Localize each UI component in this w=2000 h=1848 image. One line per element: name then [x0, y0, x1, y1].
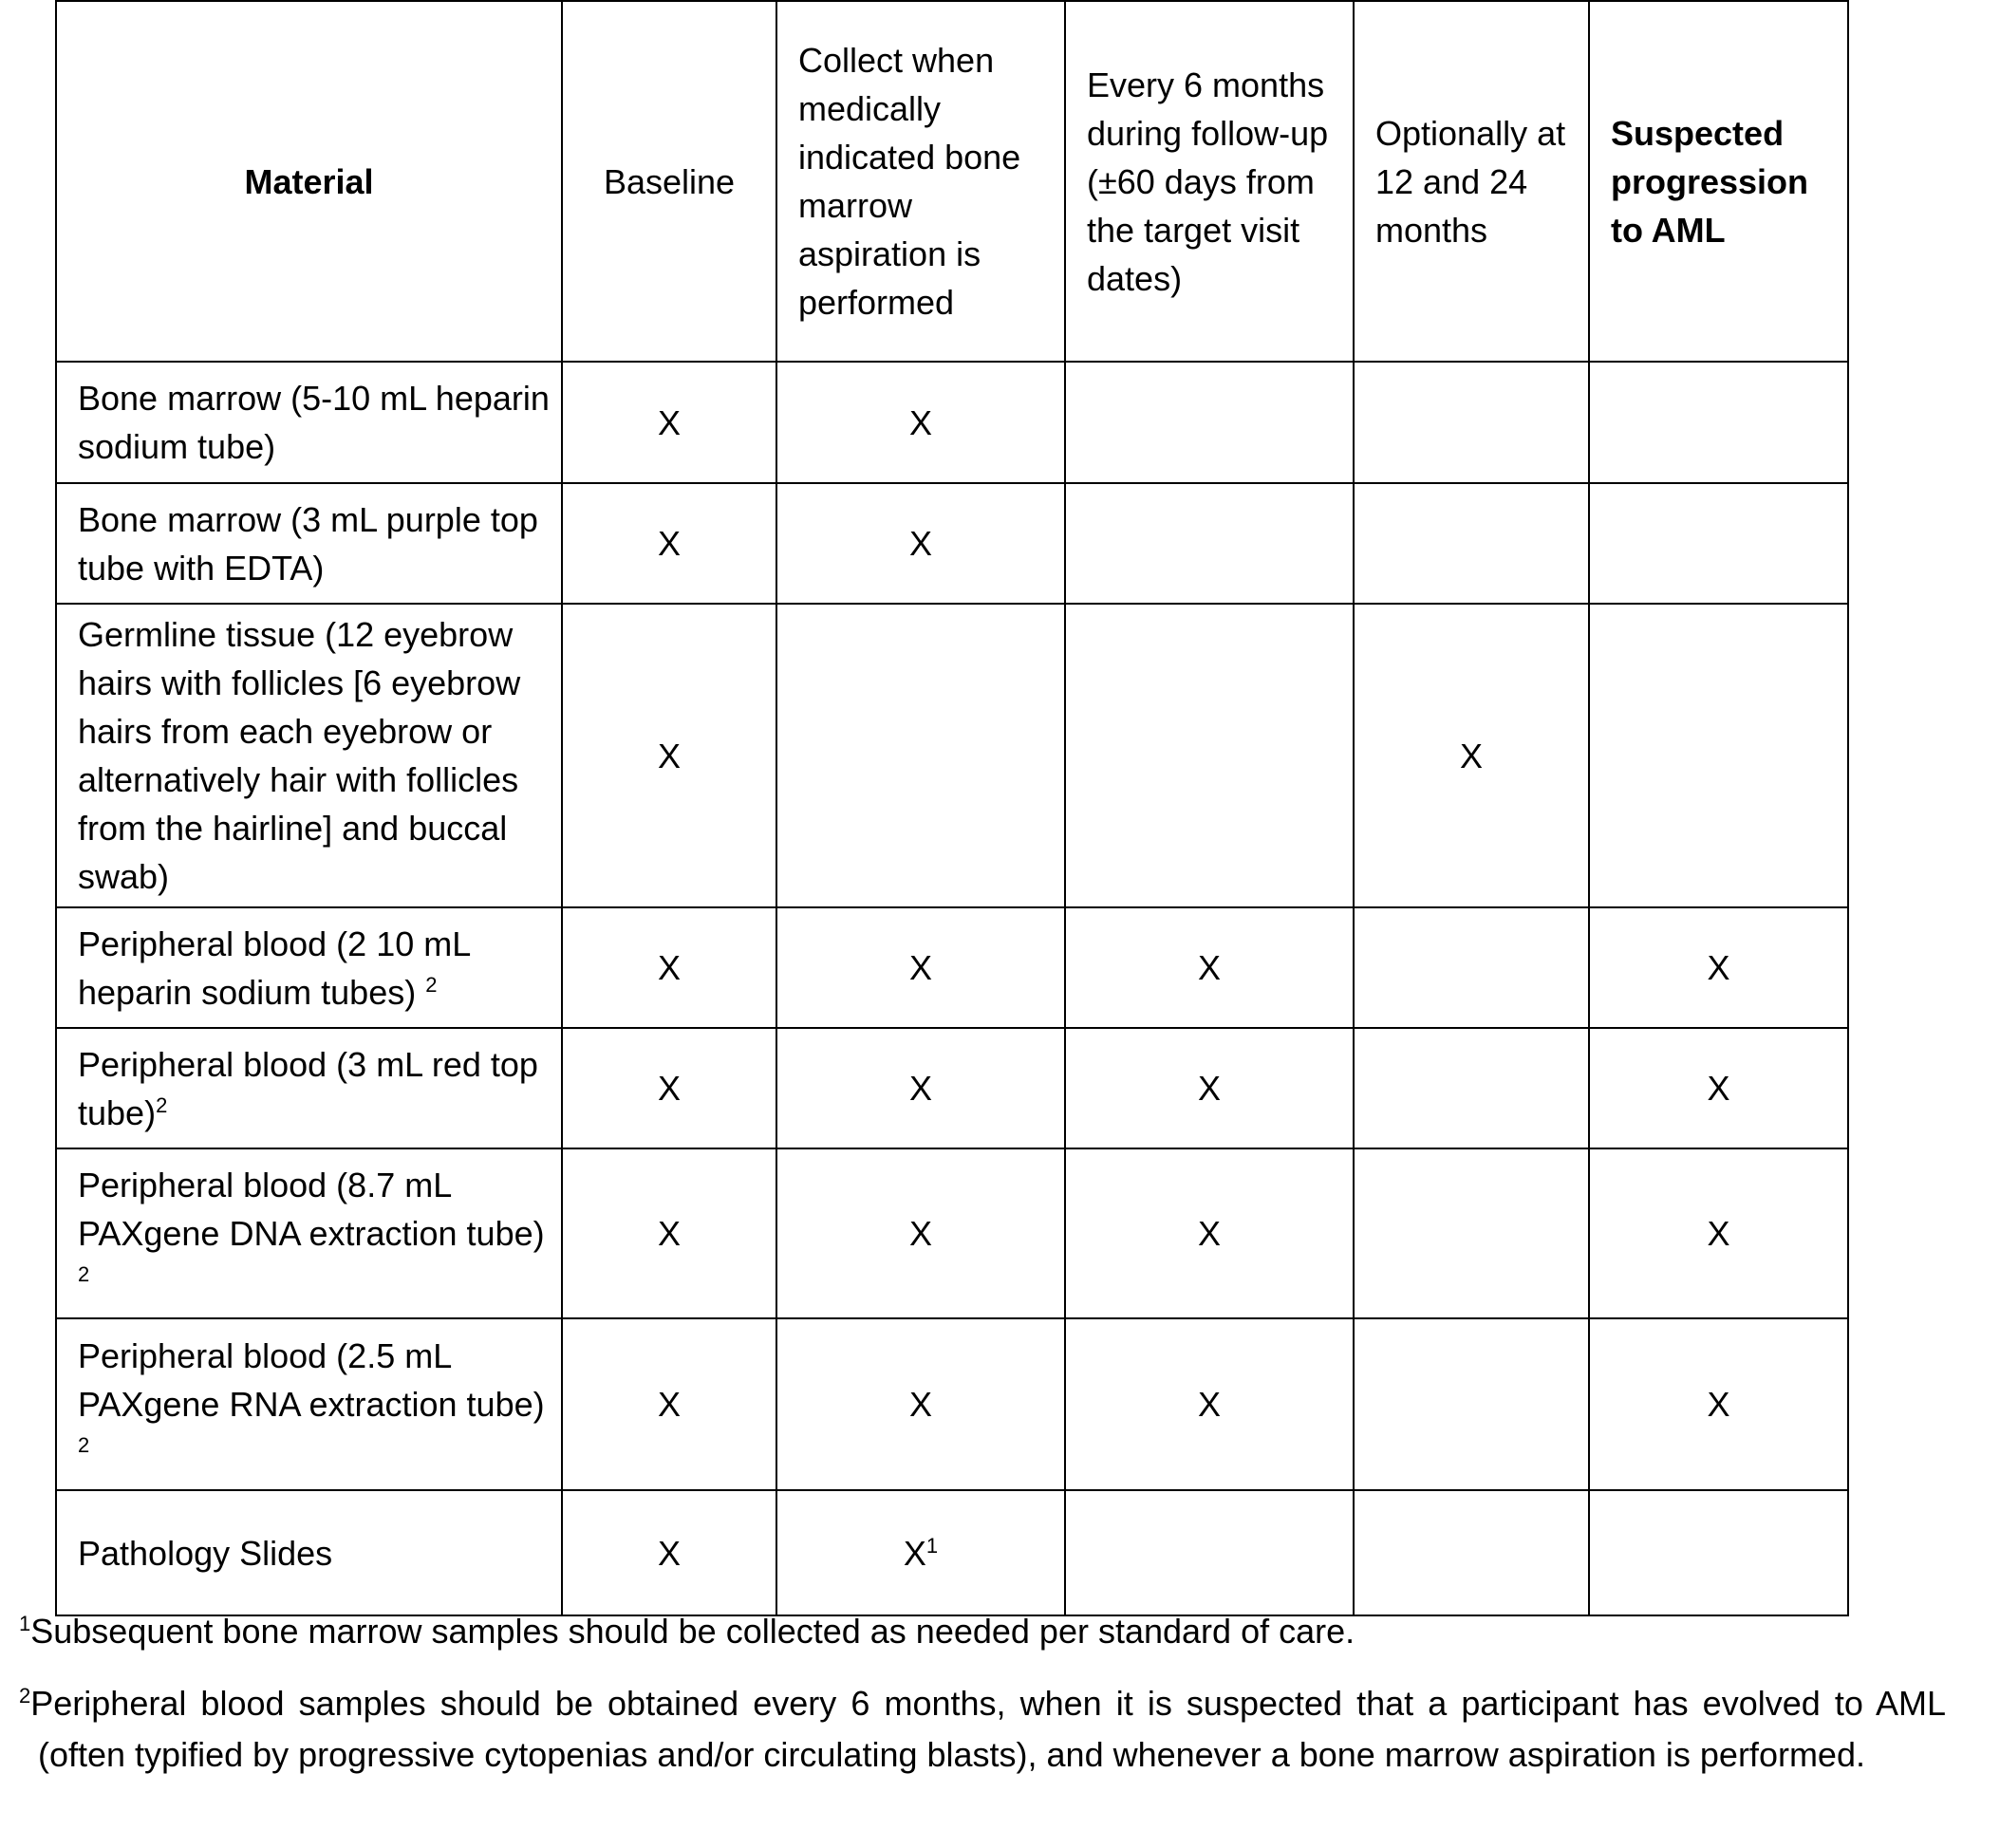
table-body [56, 362, 1848, 1615]
cell-bm-aspiration [776, 1148, 1065, 1318]
cell-suspected-aml [1589, 362, 1848, 483]
check-mark: X [1707, 1385, 1730, 1424]
footnote-2-text: Peripheral blood samples should be obtained every 6 months, when it is suspected that a participant has evolved to AML (often typified by progressive cytopenias and/or circulating blasts), and whenever a bone marrow aspiration is performed. [30, 1684, 1946, 1774]
check-mark: X [657, 1069, 681, 1108]
check-mark: X [657, 1214, 681, 1253]
footnote-2 [19, 1678, 1946, 1781]
cell-bm-aspiration [776, 483, 1065, 604]
cell-material [56, 1028, 562, 1148]
cell-baseline [562, 604, 776, 907]
check-mark: X [657, 948, 681, 987]
cell-bm-aspiration [776, 907, 1065, 1028]
table-row [56, 907, 1848, 1028]
cell-baseline [562, 483, 776, 604]
header-material: Material [56, 1, 562, 362]
check-mark: X [1197, 1214, 1221, 1253]
cell-bm-aspiration [776, 1318, 1065, 1490]
check-mark: X [1707, 1214, 1730, 1253]
check-mark: X [1459, 736, 1483, 775]
cell-optional-12-24 [1354, 1318, 1589, 1490]
check-mark: X [908, 1214, 932, 1253]
material-text: Peripheral blood (2.5 mL PAXgene RNA extraction tube) [78, 1336, 545, 1424]
cell-optional-12-24 [1354, 483, 1589, 604]
footnote-2-marker: 2 [19, 1684, 31, 1708]
check-mark: X [657, 736, 681, 775]
footnote-1 [19, 1606, 1946, 1657]
cell-material [56, 1490, 562, 1615]
material-text: Bone marrow (5-10 mL heparin sodium tube) [78, 379, 550, 466]
cell-every-6-months [1065, 483, 1354, 604]
footnotes [19, 1606, 1946, 1781]
check-mark: X [908, 948, 932, 987]
check-mark: X [657, 524, 681, 563]
cell-optional-12-24 [1354, 1490, 1589, 1615]
header-suspected-aml: Suspected progression to AML [1589, 1, 1848, 362]
cell-every-6-months [1065, 907, 1354, 1028]
cell-material [56, 907, 562, 1028]
check-mark: X [1707, 948, 1730, 987]
material-footnote-marker: 2 [78, 1262, 90, 1286]
header-baseline: Baseline [562, 1, 776, 362]
cell-material [56, 1318, 562, 1490]
table-row [56, 1028, 1848, 1148]
table-header-row [56, 1, 1848, 362]
check-mark: X [903, 1533, 926, 1573]
cell-baseline [562, 1028, 776, 1148]
check-mark: X [908, 402, 932, 442]
cell-bm-aspiration [776, 1028, 1065, 1148]
check-mark: X [657, 1533, 681, 1573]
check-mark: X [657, 402, 681, 442]
material-text: Peripheral blood (2 10 mL heparin sodium tubes) [78, 924, 470, 1012]
cell-suspected-aml [1589, 1148, 1848, 1318]
cell-suspected-aml [1589, 1318, 1848, 1490]
check-mark: X [908, 1385, 932, 1424]
cell-every-6-months [1065, 1490, 1354, 1615]
cell-every-6-months [1065, 1148, 1354, 1318]
check-mark: X [1197, 1069, 1221, 1108]
cell-baseline [562, 1148, 776, 1318]
cell-baseline [562, 1318, 776, 1490]
cell-suspected-aml [1589, 604, 1848, 907]
table-row [56, 1148, 1848, 1318]
table-row [56, 1318, 1848, 1490]
check-mark: X [1197, 1385, 1221, 1424]
cell-bm-aspiration [776, 1490, 1065, 1615]
cell-every-6-months [1065, 1028, 1354, 1148]
check-mark: X [1197, 948, 1221, 987]
cell-optional-12-24 [1354, 907, 1589, 1028]
material-text: Germline tissue (12 eyebrow hairs with follicles [6 eyebrow hairs from each eyebrow or alternatively hair with follicles from the hairline] and buccal swab) [78, 615, 521, 896]
cell-every-6-months [1065, 362, 1354, 483]
material-text: Peripheral blood (8.7 mL PAXgene DNA extraction tube) [78, 1166, 545, 1253]
check-mark: X [657, 1385, 681, 1424]
material-footnote-marker: 2 [78, 1433, 90, 1457]
table-row [56, 362, 1848, 483]
cell-optional-12-24 [1354, 1148, 1589, 1318]
material-footnote-marker: 2 [156, 1092, 168, 1117]
table-row [56, 604, 1848, 907]
material-text: Pathology Slides [78, 1533, 333, 1573]
footnote-1-text: Subsequent bone marrow samples should be collected as needed per standard of care. [30, 1612, 1355, 1651]
cell-suspected-aml [1589, 907, 1848, 1028]
material-footnote-marker: 2 [425, 972, 438, 997]
cell-baseline [562, 362, 776, 483]
cell-optional-12-24 [1354, 604, 1589, 907]
cell-optional-12-24 [1354, 1028, 1589, 1148]
check-mark: X [908, 1069, 932, 1108]
cell-optional-12-24 [1354, 362, 1589, 483]
table-row [56, 483, 1848, 604]
cell-bm-aspiration [776, 604, 1065, 907]
cell-material [56, 483, 562, 604]
material-text: Bone marrow (3 mL purple top tube with EDTA) [78, 499, 538, 588]
cell-bm-aspiration [776, 362, 1065, 483]
cell-suspected-aml [1589, 483, 1848, 604]
sample-collection-table [55, 0, 1849, 1616]
check-mark: X [1707, 1069, 1730, 1108]
footnote-1-marker: 1 [19, 1612, 31, 1635]
cell-every-6-months [1065, 604, 1354, 907]
cell-baseline [562, 1490, 776, 1615]
check-mark: X [908, 524, 932, 563]
mark-footnote-marker: 1 [925, 1533, 939, 1558]
cell-suspected-aml [1589, 1028, 1848, 1148]
header-bm-aspiration: Collect when medically indicated bone marrow aspiration is performed [776, 1, 1065, 362]
material-text: Peripheral blood (3 mL red top tube) [78, 1044, 538, 1132]
cell-every-6-months [1065, 1318, 1354, 1490]
cell-suspected-aml [1589, 1490, 1848, 1615]
table-row [56, 1490, 1848, 1615]
cell-baseline [562, 907, 776, 1028]
header-every-6-months: Every 6 months during follow-up (±60 days from the target visit dates) [1065, 1, 1354, 362]
cell-material [56, 362, 562, 483]
header-optional-12-24: Optionally at 12 and 24 months [1354, 1, 1589, 362]
cell-material [56, 1148, 562, 1318]
cell-material [56, 604, 562, 907]
